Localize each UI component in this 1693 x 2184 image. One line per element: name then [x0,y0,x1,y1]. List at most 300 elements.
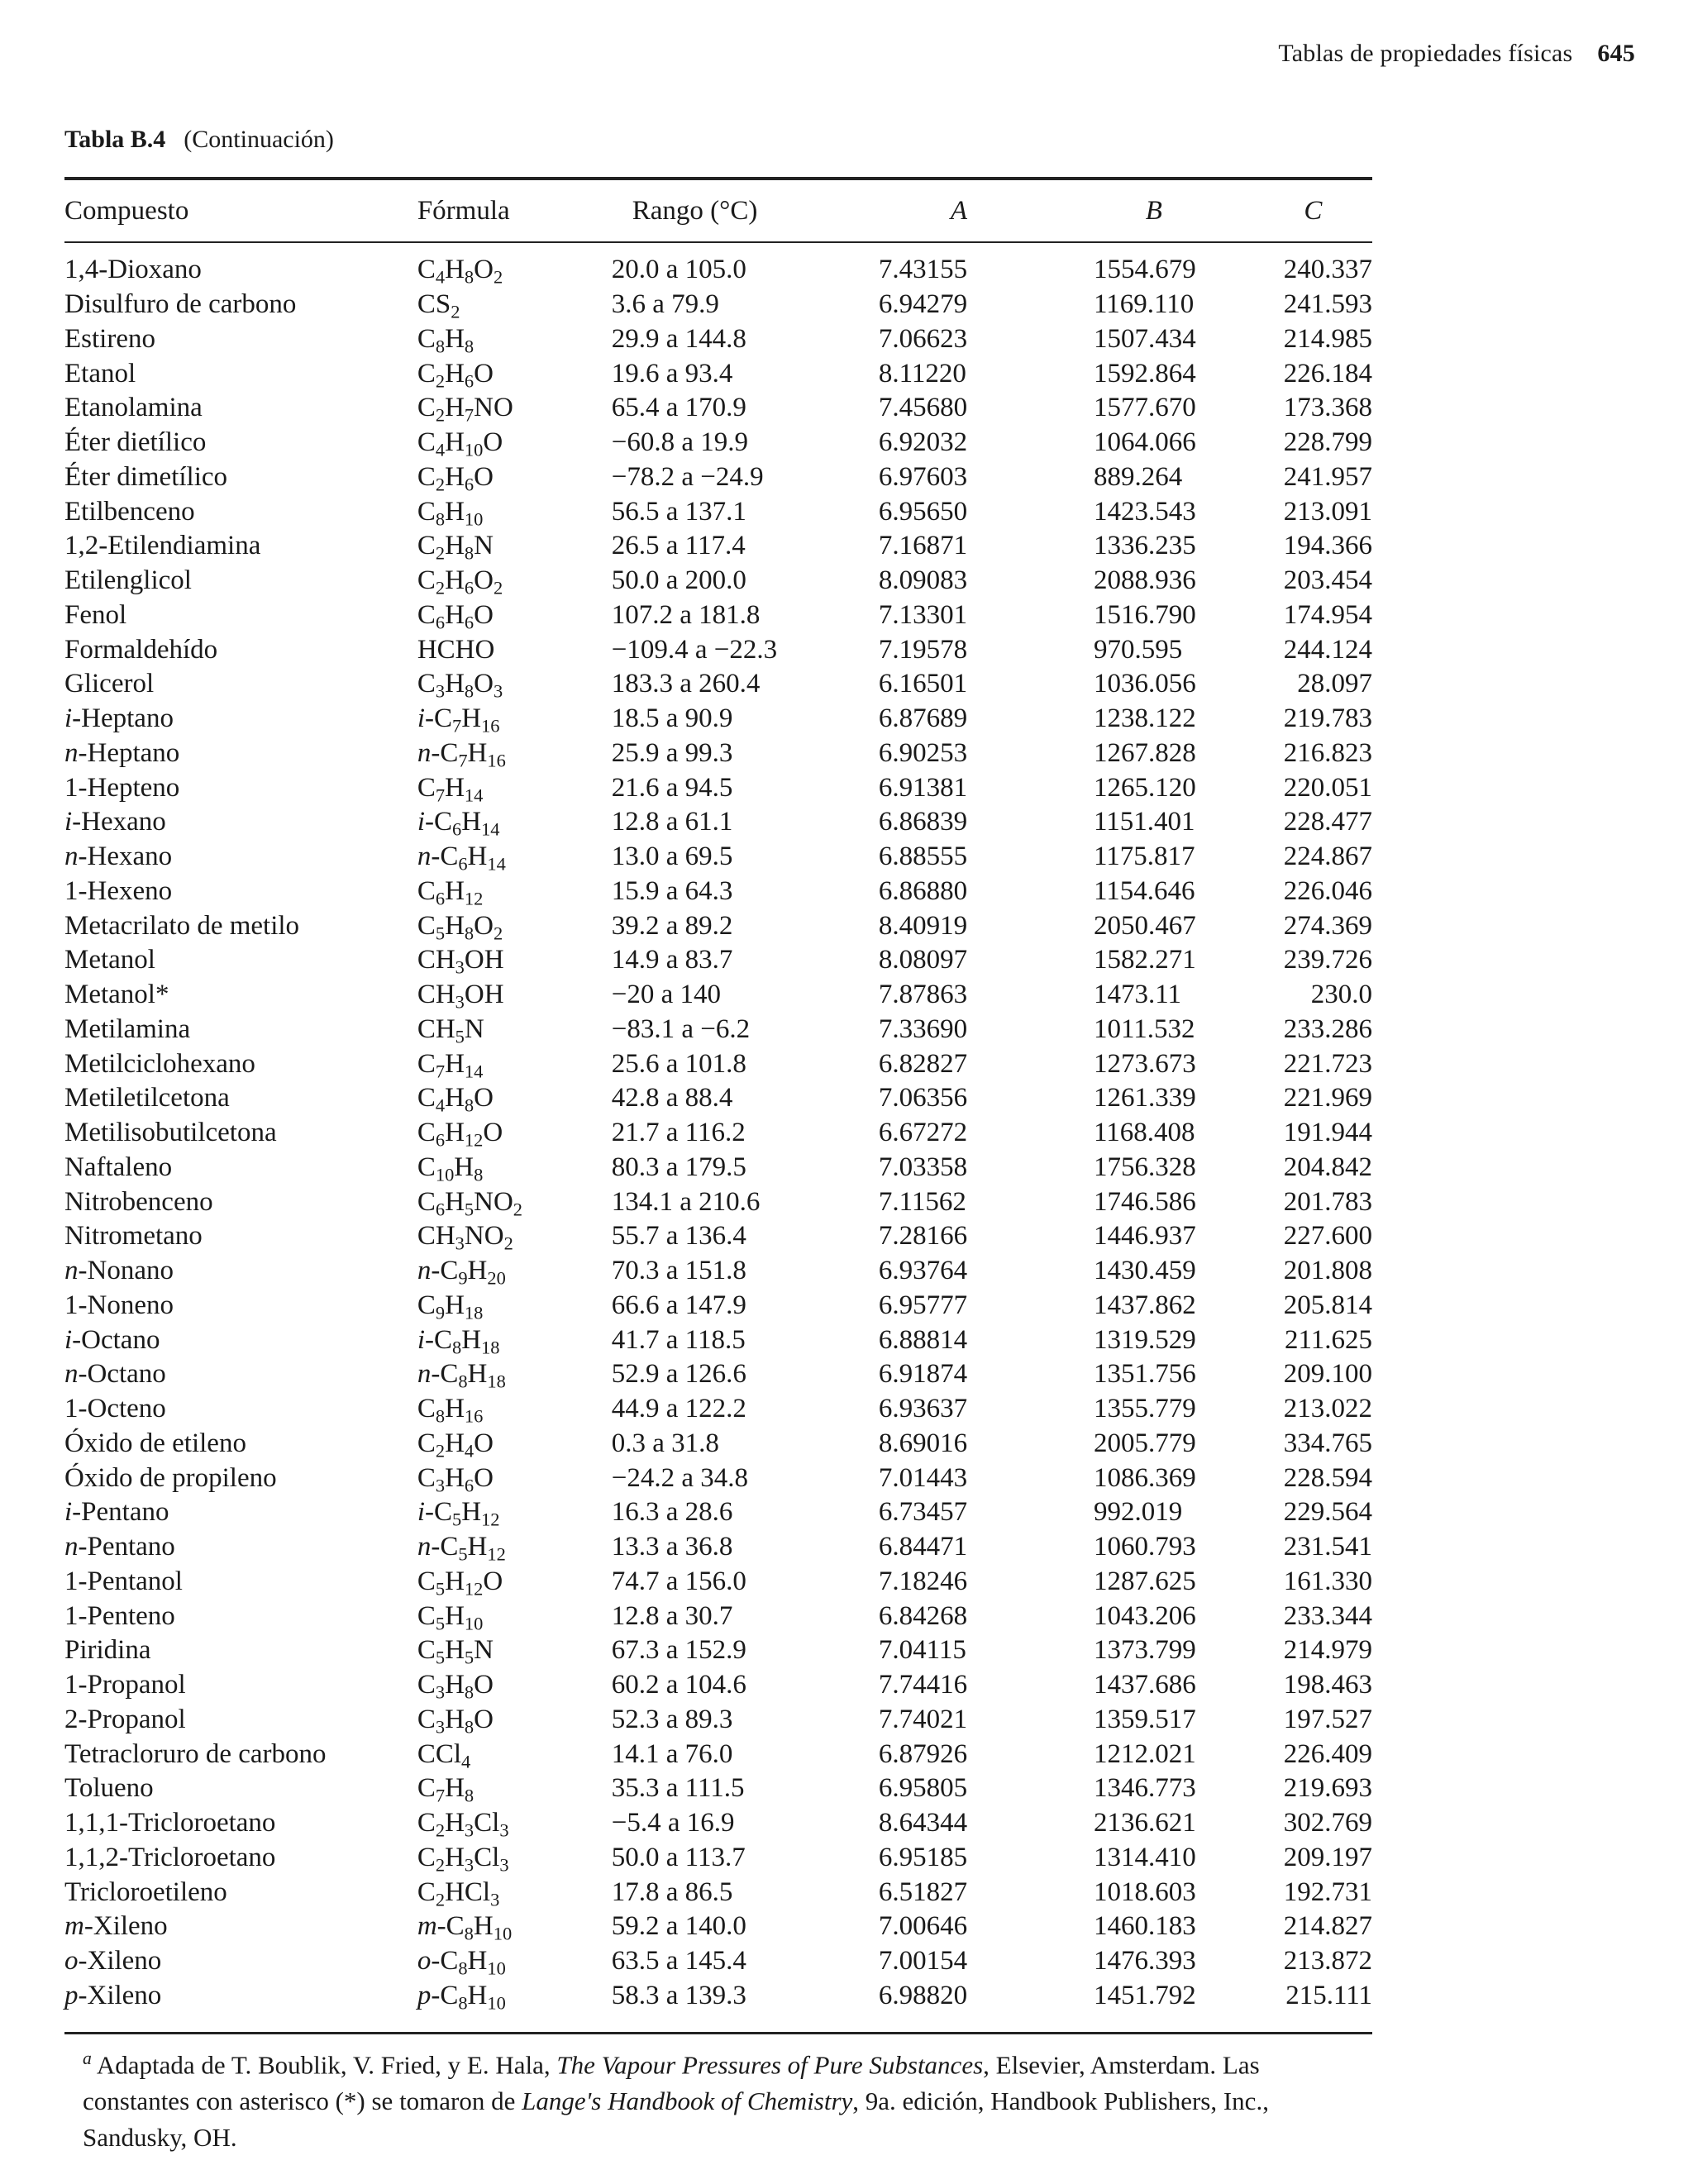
table-row [64,943,1372,978]
cell-compuesto: n-Heptano [64,737,180,768]
table-row [64,391,1372,426]
table-row [64,737,1372,771]
cell-rango: 12.8 a 61.1 [611,807,733,837]
cell-a: 7.13301 [878,599,968,630]
cell-compuesto: 1,1,1-Tricloroetano [64,1808,276,1838]
cell-compuesto: m-Xileno [64,1911,168,1942]
table-row [64,1013,1372,1047]
cell-c: 302.769 [1283,1808,1372,1838]
cell-c: 226.046 [1283,875,1372,906]
cell-a: 7.00646 [878,1911,968,1942]
cell-rango: −78.2 a −24.9 [611,461,764,492]
cell-c: 274.369 [1283,910,1372,941]
table-row [64,1979,1372,2014]
cell-compuesto: Etilenglicol [64,565,192,596]
cell-b: 1756.328 [1093,1152,1196,1182]
cell-b: 992.019 [1093,1497,1183,1528]
cell-formula: $i-C_8H_{18}$ [417,1324,500,1357]
cell-compuesto: p-Xileno [64,1980,162,2010]
cell-compuesto: Etanol [64,358,136,389]
cell-rango: 15.9 a 64.3 [611,875,733,906]
table-row [64,1151,1372,1185]
cell-a: 7.74021 [878,1704,968,1734]
cell-b: 889.264 [1093,461,1183,492]
table-row [64,1081,1372,1116]
table-row [64,1565,1372,1600]
cell-c: 213.091 [1283,496,1372,527]
cell-a: 7.45680 [878,393,968,423]
cell-c: 213.022 [1283,1394,1372,1424]
cell-a: 6.67272 [878,1118,968,1148]
cell-c: 215.111 [1285,1980,1372,2010]
table-row [64,494,1372,529]
cell-rango: 58.3 a 139.3 [611,1980,746,2010]
cell-formula: $C_9H_{18}$ [417,1290,484,1323]
cell-a: 7.19578 [878,634,968,665]
cell-compuesto: 2-Propanol [64,1704,186,1734]
table-row [64,702,1372,737]
cell-formula: $n-C_5H_{12}$ [417,1532,506,1565]
cell-a: 6.93764 [878,1256,968,1286]
cell-compuesto: 1-Propanol [64,1670,186,1700]
cell-compuesto: Éter dimetílico [64,461,228,492]
cell-b: 1273.673 [1093,1048,1196,1079]
cell-a: 7.43155 [878,255,968,285]
cell-b: 1346.773 [1093,1773,1196,1804]
cell-compuesto: Metilisobutilcetona [64,1118,277,1148]
table-row [64,1944,1372,1979]
col-header-formula: Fórmula [417,195,510,226]
cell-a: 7.87863 [878,980,968,1010]
footnote-text-3: , 9a. edición, Handbook Publishers, Inc., Sandusky, OH. [83,2086,1269,2153]
table-row [64,460,1372,495]
footnote-source-1: The Vapour Pressures of Pure Substances [556,2050,984,2080]
cell-compuesto: Naftaleno [64,1152,173,1182]
cell-compuesto: Nitrobenceno [64,1186,213,1217]
cell-formula: CCl$_4$ [417,1738,471,1772]
cell-formula: $C_2H_8N$ [417,531,494,564]
cell-a: 6.97603 [878,461,968,492]
cell-formula: $C_2H_6O$ [417,358,494,391]
cell-rango: 41.7 a 118.5 [611,1324,746,1355]
table-row [64,978,1372,1013]
cell-formula: $C_5H_5N$ [417,1635,494,1668]
cell-compuesto: n-Octano [64,1359,166,1390]
cell-rango: 44.9 a 122.2 [611,1394,746,1424]
cell-c: 214.979 [1283,1635,1372,1666]
cell-a: 7.06356 [878,1083,968,1113]
cell-rango: 80.3 a 179.5 [611,1152,746,1182]
cell-c: 198.463 [1283,1670,1372,1700]
cell-compuesto: Tetracloruro de carbono [64,1738,327,1769]
cell-c: 201.808 [1283,1256,1372,1286]
cell-rango: 52.9 a 126.6 [611,1359,746,1390]
cell-compuesto: Glicerol [64,669,155,699]
cell-b: 970.595 [1093,634,1183,665]
table-row [64,1875,1372,1910]
cell-rango: 29.9 a 144.8 [611,323,746,354]
table-row [64,1254,1372,1289]
cell-formula: $C_8H_{10}$ [417,496,484,529]
cell-formula: $C_6H_6O$ [417,599,494,633]
cell-b: 1265.120 [1093,772,1196,803]
cell-b: 1287.625 [1093,1566,1196,1596]
table-row [64,1219,1372,1254]
table-row [64,1599,1372,1633]
cell-formula: $C_{10}H_8$ [417,1152,484,1185]
cell-a: 6.51827 [878,1876,968,1907]
page-number: 645 [1597,40,1635,67]
cell-c: 173.368 [1283,393,1372,423]
cell-b: 1154.646 [1093,875,1195,906]
cell-c: 203.454 [1283,565,1372,596]
cell-a: 7.06623 [878,323,968,354]
cell-c: 205.814 [1283,1290,1372,1320]
cell-rango: 19.6 a 93.4 [611,358,733,389]
cell-c: 233.344 [1283,1600,1372,1631]
cell-a: 6.86880 [878,875,968,906]
cell-c: 221.969 [1283,1083,1372,1113]
cell-c: 192.731 [1283,1876,1372,1907]
cell-formula: $C_5H_{12}O$ [417,1566,503,1600]
cell-b: 2088.936 [1093,565,1196,596]
cell-formula: $CS_2$ [417,289,460,322]
cell-rango: −60.8 a 19.9 [611,427,749,458]
cell-a: 6.94279 [878,289,968,320]
cell-c: 209.197 [1283,1842,1372,1872]
cell-a: 6.88555 [878,842,968,872]
cell-a: 6.87926 [878,1738,968,1769]
cell-compuesto: Formaldehído [64,634,218,665]
table-row [64,288,1372,322]
cell-rango: 17.8 a 86.5 [611,1876,733,1907]
cell-a: 8.69016 [878,1428,968,1458]
cell-b: 1373.799 [1093,1635,1196,1666]
table-row [64,805,1372,840]
cell-rango: 67.3 a 152.9 [611,1635,746,1666]
cell-b: 1060.793 [1093,1532,1196,1562]
cell-compuesto: Nitrometano [64,1221,203,1252]
cell-rango: 63.5 a 145.4 [611,1946,746,1977]
cell-b: 2136.621 [1093,1808,1196,1838]
cell-compuesto: 1,1,2-Tricloroetano [64,1842,276,1872]
footnote [83,2040,1372,2156]
cell-c: 194.366 [1283,531,1372,561]
cell-compuesto: Piridina [64,1635,151,1666]
cell-rango: 74.7 a 156.0 [611,1566,746,1596]
table-row [64,1185,1372,1219]
cell-formula: $C_4H_8O$ [417,1083,494,1116]
cell-b: 1043.206 [1093,1600,1196,1631]
cell-b: 1355.779 [1093,1394,1196,1424]
running-head [1278,40,1635,68]
cell-compuesto: o-Xileno [64,1946,162,1977]
cell-c: 197.527 [1283,1704,1372,1734]
cell-formula: $i-C_5H_{12}$ [417,1497,500,1530]
table-note: (Continuación) [184,126,334,153]
cell-c: 226.409 [1283,1738,1372,1769]
cell-formula: $C_3H_8O_3$ [417,669,503,702]
cell-a: 8.11220 [878,358,966,389]
cell-b: 1064.066 [1093,427,1196,458]
cell-formula: $C_8H_8$ [417,323,475,357]
table-row [64,1461,1372,1495]
col-header-a: A [950,195,967,226]
cell-rango: 55.7 a 136.4 [611,1221,746,1252]
cell-compuesto: n-Nonano [64,1256,174,1286]
cell-a: 8.08097 [878,945,968,975]
cell-formula: $n-C_6H_{14}$ [417,842,506,875]
cell-formula: $C_7H_{14}$ [417,1048,484,1081]
cell-a: 7.33690 [878,1013,968,1044]
cell-a: 6.91381 [878,772,968,803]
cell-c: 228.594 [1283,1462,1372,1493]
cell-compuesto: Estireno [64,323,155,354]
table-row [64,1427,1372,1462]
cell-compuesto: Metiletilcetona [64,1083,230,1113]
cell-formula: HCHO [417,634,495,665]
cell-formula: $C_7H_8$ [417,1773,475,1806]
cell-b: 1267.828 [1093,737,1196,768]
footnote-source-2: Lange's Handbook of Chemistry [522,2086,853,2116]
cell-rango: 25.6 a 101.8 [611,1048,746,1079]
table-row [64,1530,1372,1565]
cell-formula: $m-C_8H_{10}$ [417,1911,513,1944]
cell-c: 204.842 [1283,1152,1372,1182]
cell-formula: $C_3H_8O$ [417,1704,494,1738]
table-row [64,1392,1372,1427]
col-header-rango: Rango (°C) [632,195,758,226]
table-row [64,770,1372,805]
cell-b: 1592.864 [1093,358,1196,389]
cell-compuesto: Metacrilato de metilo [64,910,300,941]
cell-formula: $C_6H_5NO_2$ [417,1186,523,1219]
cell-c: 334.765 [1283,1428,1372,1458]
cell-rango: 18.5 a 90.9 [611,703,733,734]
cell-c: 229.564 [1283,1497,1372,1528]
cell-compuesto: n-Pentano [64,1532,175,1562]
table-title [64,126,334,154]
cell-a: 6.84471 [878,1532,968,1562]
cell-compuesto: 1-Hexeno [64,875,173,906]
cell-b: 1430.459 [1093,1256,1196,1286]
cell-rango: −24.2 a 34.8 [611,1462,749,1493]
table-row [64,1703,1372,1738]
cell-rango: −5.4 a 16.9 [611,1808,735,1838]
cell-c: 191.944 [1283,1118,1372,1148]
cell-rango: 39.2 a 89.2 [611,910,733,941]
table-row [64,667,1372,702]
cell-b: 1582.271 [1093,945,1196,975]
col-header-c: C [1304,195,1323,226]
cell-b: 1238.122 [1093,703,1196,734]
cell-formula: $n-C_9H_{20}$ [417,1256,506,1289]
cell-formula: $n-C_7H_{16}$ [417,737,506,771]
table-row [64,356,1372,391]
cell-a: 8.09083 [878,565,968,596]
cell-compuesto: 1-Penteno [64,1600,175,1631]
cell-b: 1460.183 [1093,1911,1196,1942]
cell-b: 2005.779 [1093,1428,1196,1458]
footnote-marker: a [83,2048,92,2068]
cell-b: 1577.670 [1093,393,1196,423]
cell-b: 1151.401 [1093,807,1195,837]
cell-a: 6.93637 [878,1394,968,1424]
cell-b: 1351.756 [1093,1359,1196,1390]
cell-c: 209.100 [1283,1359,1372,1390]
cell-rango: 70.3 a 151.8 [611,1256,746,1286]
cell-a: 6.73457 [878,1497,968,1528]
cell-rango: 13.3 a 36.8 [611,1532,733,1562]
cell-a: 6.95777 [878,1290,968,1320]
cell-c: 219.693 [1283,1773,1372,1804]
cell-compuesto: i-Pentano [64,1497,169,1528]
cell-c: 216.823 [1283,737,1372,768]
table-row [64,1841,1372,1876]
cell-compuesto: Metilciclohexano [64,1048,255,1079]
table-row [64,840,1372,875]
cell-a: 6.84268 [878,1600,968,1631]
cell-a: 6.82827 [878,1048,968,1079]
cell-b: 1036.056 [1093,669,1196,699]
cell-formula: $C_2H_3Cl_3$ [417,1842,509,1876]
cell-rango: 20.0 a 105.0 [611,255,746,285]
cell-b: 1336.235 [1093,531,1196,561]
cell-c: 220.051 [1283,772,1372,803]
cell-formula: $C_2HCl_3$ [417,1876,500,1910]
cell-c: 240.337 [1283,255,1372,285]
cell-compuesto: 1-Octeno [64,1394,166,1424]
cell-c: 214.985 [1283,323,1372,354]
cell-compuesto: Óxido de etileno [64,1428,246,1458]
cell-rango: 50.0 a 200.0 [611,565,746,596]
cell-c: 227.600 [1283,1221,1372,1252]
cell-compuesto: Éter dietílico [64,427,207,458]
table-row [64,1495,1372,1530]
cell-c: 228.799 [1283,427,1372,458]
cell-rango: 65.4 a 170.9 [611,393,746,423]
cell-rango: 42.8 a 88.4 [611,1083,733,1113]
cell-b: 1359.517 [1093,1704,1196,1734]
table-row [64,598,1372,633]
cell-c: 226.184 [1283,358,1372,389]
cell-compuesto: i-Hexano [64,807,166,837]
cell-rango: 21.7 a 116.2 [611,1118,746,1148]
table-row [64,564,1372,598]
cell-rango: 35.3 a 111.5 [611,1773,745,1804]
table-row [64,908,1372,943]
cell-compuesto: n-Hexano [64,842,173,872]
cell-a: 7.01443 [878,1462,968,1493]
cell-rango: 12.8 a 30.7 [611,1600,733,1631]
cell-formula: $p-C_8H_{10}$ [417,1980,506,2014]
cell-formula: $CH_3NO_2$ [417,1221,513,1254]
cell-b: 2050.467 [1093,910,1196,941]
table-body [64,241,1372,2013]
cell-b: 1451.792 [1093,1980,1196,2010]
cell-formula: $C_6H_{12}O$ [417,1118,503,1151]
cell-rango: 25.9 a 99.3 [611,737,733,768]
cell-formula: $i-C_7H_{16}$ [417,703,500,737]
cell-a: 6.87689 [878,703,968,734]
cell-formula: $C_5H_8O_2$ [417,910,503,943]
footnote-text-1: Adaptada de T. Boublik, V. Fried, y E. Hala, [91,2050,557,2080]
table-row [64,241,1372,288]
cell-rango: −20 a 140 [611,980,722,1010]
cell-formula: $C_7H_{14}$ [417,772,484,805]
cell-c: 221.723 [1283,1048,1372,1079]
cell-rango: 59.2 a 140.0 [611,1911,746,1942]
cell-a: 6.16501 [878,669,968,699]
cell-rango: 13.0 a 69.5 [611,842,733,872]
table-row [64,1668,1372,1703]
table-row [64,529,1372,564]
cell-a: 6.95650 [878,496,968,527]
cell-a: 7.00154 [878,1946,968,1977]
cell-formula: $CH_3OH$ [417,980,504,1013]
cell-formula: $n-C_8H_{18}$ [417,1359,506,1392]
cell-c: 219.783 [1283,703,1372,734]
cell-c: 228.477 [1283,807,1372,837]
cell-formula: $o-C_8H_{10}$ [417,1946,506,1979]
cell-b: 1319.529 [1093,1324,1196,1355]
cell-b: 1507.434 [1093,323,1196,354]
cell-c: 28.097 [1297,669,1372,699]
cell-formula: $C_6H_{12}$ [417,875,484,909]
cell-a: 6.98820 [878,1980,968,2010]
cell-a: 6.92032 [878,427,968,458]
cell-a: 7.11562 [878,1186,966,1217]
cell-compuesto: Tolueno [64,1773,154,1804]
cell-rango: 66.6 a 147.9 [611,1290,746,1320]
cell-rango: 56.5 a 137.1 [611,496,746,527]
cell-c: 244.124 [1283,634,1372,665]
cell-b: 1437.686 [1093,1670,1196,1700]
cell-c: 241.957 [1283,461,1372,492]
table-header-row [64,180,1372,241]
footnote-text-2: , Elsevier, Amsterdam. Las constantes con asterisco (*) se tomaron de [83,2050,1260,2116]
table-row [64,1047,1372,1081]
cell-b: 1018.603 [1093,1876,1196,1907]
table-row [64,1737,1372,1772]
cell-formula: $C_8H_{16}$ [417,1394,484,1427]
col-header-b: B [1145,195,1162,226]
cell-rango: 183.3 a 260.4 [611,669,761,699]
cell-rango: −83.1 a −6.2 [611,1013,751,1044]
table-row [64,632,1372,667]
cell-formula: $C_2H_7NO$ [417,393,513,426]
cell-a: 7.03358 [878,1152,968,1182]
cell-a: 7.28166 [878,1221,968,1252]
cell-c: 224.867 [1283,842,1372,872]
cell-b: 1476.393 [1093,1946,1196,1977]
cell-a: 7.74416 [878,1670,968,1700]
cell-formula: $C_5H_{10}$ [417,1600,484,1633]
cell-a: 7.18246 [878,1566,968,1596]
cell-rango: 60.2 a 104.6 [611,1670,746,1700]
table-row [64,322,1372,357]
cell-compuesto: Metilamina [64,1013,191,1044]
cell-b: 1746.586 [1093,1186,1196,1217]
cell-a: 6.88814 [878,1324,968,1355]
cell-b: 1423.543 [1093,496,1196,527]
cell-c: 241.593 [1283,289,1372,320]
cell-rango: −109.4 a −22.3 [611,634,778,665]
cell-rango: 26.5 a 117.4 [611,531,746,561]
cell-formula: $C_4H_{10}O$ [417,427,503,460]
cell-compuesto: 1-Hepteno [64,772,180,803]
cell-compuesto: 1,4-Dioxano [64,255,202,285]
